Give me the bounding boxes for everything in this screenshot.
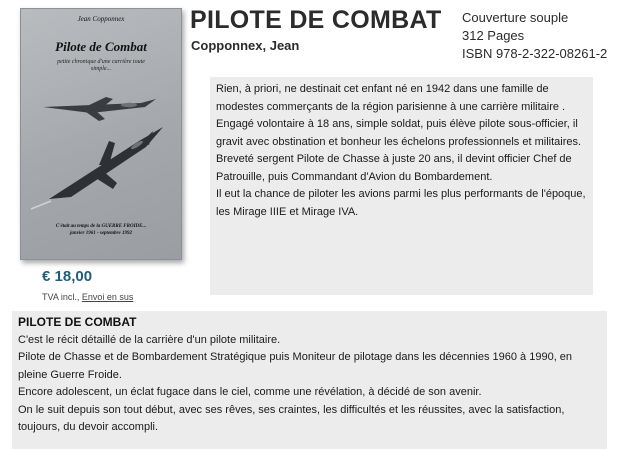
summary-paragraph: On le suit depuis son tout début, avec ses rêves, ses craintes, les difficultés et les réussites, avec la satisfaction, toujours, du devoir accompli. bbox=[18, 403, 565, 433]
book-author: Copponnex, Jean bbox=[191, 38, 300, 53]
cover-caption-line1: C'était au temps de la GUERRE FROIDE... bbox=[55, 224, 147, 229]
description-paragraph: Engagé volontaire à 18 ans, simple soldat, puis élève pilote sous-officier, il gravit avec obstination et bonheur les échelons professionnels et militaires. bbox=[216, 118, 582, 148]
summary-paragraph: C'est le récit détaillé de la carrière d'un pilote militaire. bbox=[18, 333, 281, 346]
jet-illustration bbox=[21, 79, 181, 219]
summary-box bbox=[12, 311, 607, 449]
cover-caption-line2: janvier 1961 - septembre 1992 bbox=[70, 231, 132, 236]
description-paragraph: Il eut la chance de piloter les avions parmi les plus performants de l'époque, les Mirage IIIE et Mirage IVA. bbox=[216, 188, 586, 218]
description-paragraph: Rien, à priori, ne destinait cet enfant né en 1942 dans une famille de modestes commerçants de la région parisienne à une carrière militaire . bbox=[216, 83, 566, 113]
description-box bbox=[210, 77, 593, 295]
summary-paragraph: Encore adolescent, un éclat fugace dans le ciel, comme une révélation, à décidé de son avenir. bbox=[18, 386, 482, 398]
page-count: 312 Pages bbox=[462, 28, 525, 43]
summary-title: PILOTE DE COMBAT bbox=[18, 315, 137, 329]
isbn: ISBN 978-2-322-08261-2 bbox=[462, 46, 608, 61]
shipping-link[interactable]: Envoi en sus bbox=[81, 292, 134, 302]
cover-subtitle: petite chronique d'une carrière toute simple... bbox=[57, 59, 145, 72]
price: € 18,00 bbox=[42, 268, 93, 285]
cover-author: Jean Copponnex bbox=[77, 15, 125, 23]
cover-title: Pilote de Combat bbox=[55, 39, 147, 54]
cover-caption bbox=[29, 223, 173, 237]
description-paragraph: Breveté sergent Pilote de Chasse à juste 20 ans, il devint officier Chef de Patrouille, puis Commandant d'Avion du Bombardement. bbox=[216, 153, 572, 183]
tax-label: TVA incl., bbox=[42, 292, 82, 302]
binding-type: Couverture souple bbox=[462, 10, 569, 25]
book-title: PILOTE DE COMBAT bbox=[190, 6, 442, 34]
book-cover-image[interactable] bbox=[20, 8, 182, 260]
tax-note bbox=[42, 292, 133, 302]
summary-paragraph: Pilote de Chasse et de Bombardement Stratégique puis Moniteur de pilotage dans les décennies 1960 à 1990, en pleine Guerre Froide. bbox=[18, 351, 573, 381]
book-meta bbox=[462, 9, 607, 63]
